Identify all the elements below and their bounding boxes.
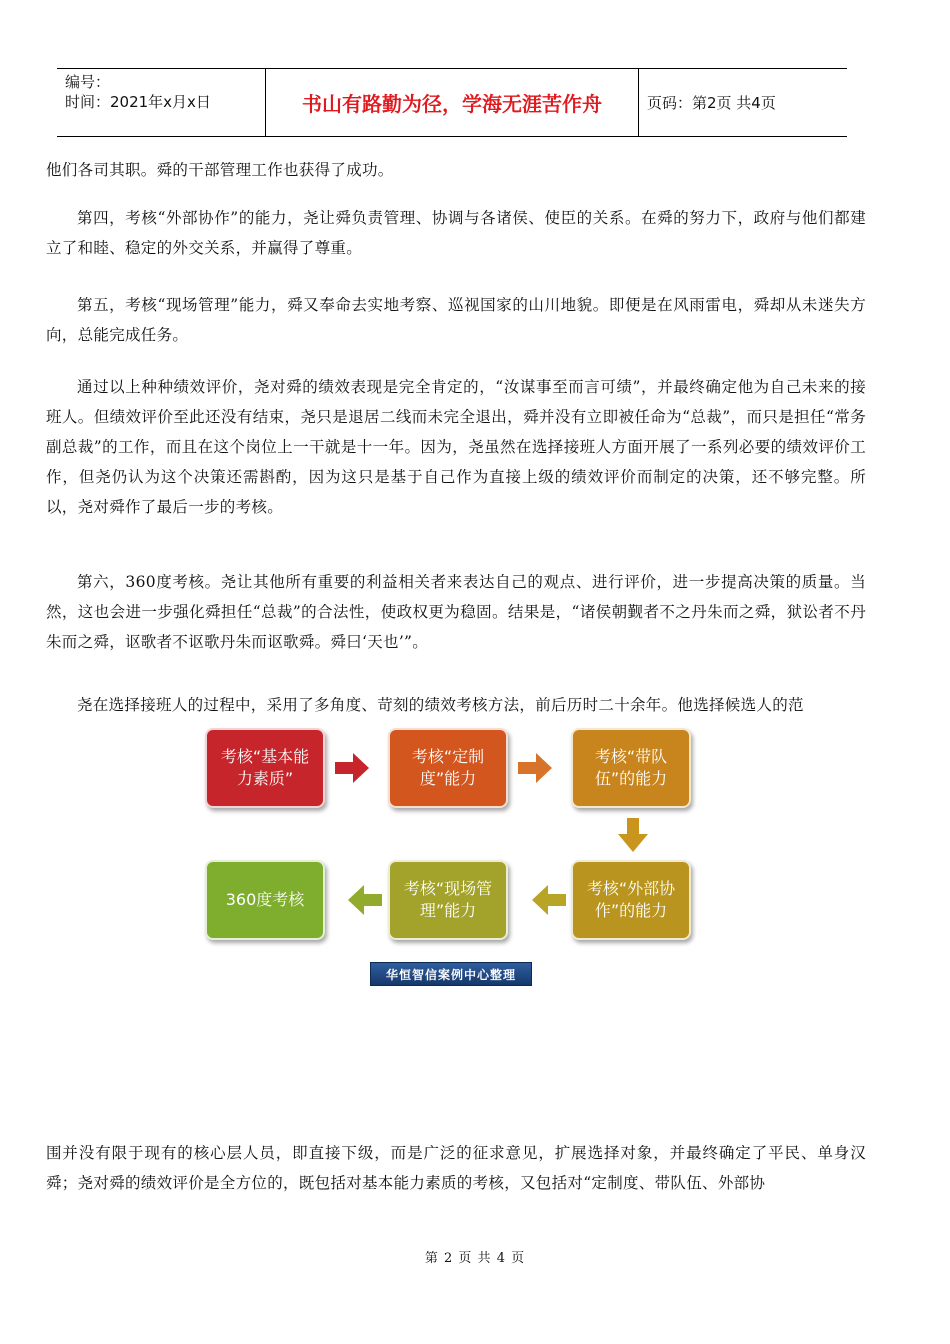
doc-number-label: 编号： [65,73,111,91]
doc-time-label: 时间：2021年x月x日 [65,93,211,111]
page-footer: 第 2 页 共 4 页 [424,1251,526,1266]
arrow-down-icon [618,818,648,852]
header-page-label: 页码：第2页 共4页 [647,94,776,112]
flow-box-360: 360度考核 [205,860,325,940]
paragraph-4: 通过以上种种绩效评价，尧对舜的绩效表现是完全肯定的，“汝谋事至而言可绩”，并最终确定他为自己未来的接班人。但绩效评价至此还没有结束，尧只是退居二线而未完全退出，舜并没有立即被任命为“总裁”，而只是担任“常务副总裁”的工作，而且在这个岗位上一干就是十一年。因为，尧虽然在选择接班人方面开展了一系列必要的绩效评价工作，但尧仍认为这个决策还需斟酌，因为这只是基于自己作为直接上级的绩效评价而制定的决策，还不够完整。所以，尧对舜作了最后一步的考核。 [46,378,866,516]
paragraph-7: 围并没有限于现有的核心层人员，即直接下级，而是广泛的征求意见，扩展选择对象，并最终确定了平民、单身汉舜；尧对舜的绩效评价是全方位的，既包括对基本能力素质的考核，又包括对“定制度、带队伍、外部协 [46,1144,866,1192]
flow-box-rules: 考核“定制度”能力 [388,728,508,808]
flow-box-onsite: 考核“现场管理”能力 [388,860,508,940]
diagram-caption: 华恒智信案例中心整理 [370,962,532,986]
paragraph-1: 他们各司其职。舜的干部管理工作也获得了成功。 [46,161,394,179]
paragraph-6: 尧在选择接班人的过程中，采用了多角度、苛刻的绩效考核方法，前后历时二十余年。他选择候选人的范 [77,696,804,714]
header-meta [57,69,265,136]
paragraph-2: 第四，考核“外部协作”的能力，尧让舜负责管理、协调与各诸侯、使臣的关系。在舜的努力下，政府与他们都建立了和睦、稳定的外交关系，并赢得了尊重。 [46,209,866,257]
flow-box-external: 考核“外部协作”的能力 [571,860,691,940]
flow-box-team: 考核“带队伍”的能力 [571,728,691,808]
header-motto: 书山有路勤为径，学海无涯苦作舟 [265,69,639,136]
arrow-left-icon [532,885,568,915]
arrow-right-icon [518,753,554,783]
arrow-right-icon [335,753,371,783]
arrow-left-icon [348,885,384,915]
evaluation-flow-diagram [195,720,730,995]
paragraph-5: 第六，360度考核。尧让其他所有重要的利益相关者来表达自己的观点、进行评价，进一步提高决策的质量。当然，这也会进一步强化舜担任“总裁”的合法性，使政权更为稳固。结果是，“诸侯朝觐者不之丹朱而之舜，狱讼者不丹朱而之舜，讴歌者不讴歌丹朱而讴歌舜。舜曰‘天也’”。 [46,573,866,651]
document-header [57,68,847,137]
flow-box-basic-ability: 考核“基本能力素质” [205,728,325,808]
paragraph-3: 第五，考核“现场管理”能力，舜又奉命去实地考察、巡视国家的山川地貌。即便是在风雨雷电，舜却从未迷失方向，总能完成任务。 [46,296,866,344]
